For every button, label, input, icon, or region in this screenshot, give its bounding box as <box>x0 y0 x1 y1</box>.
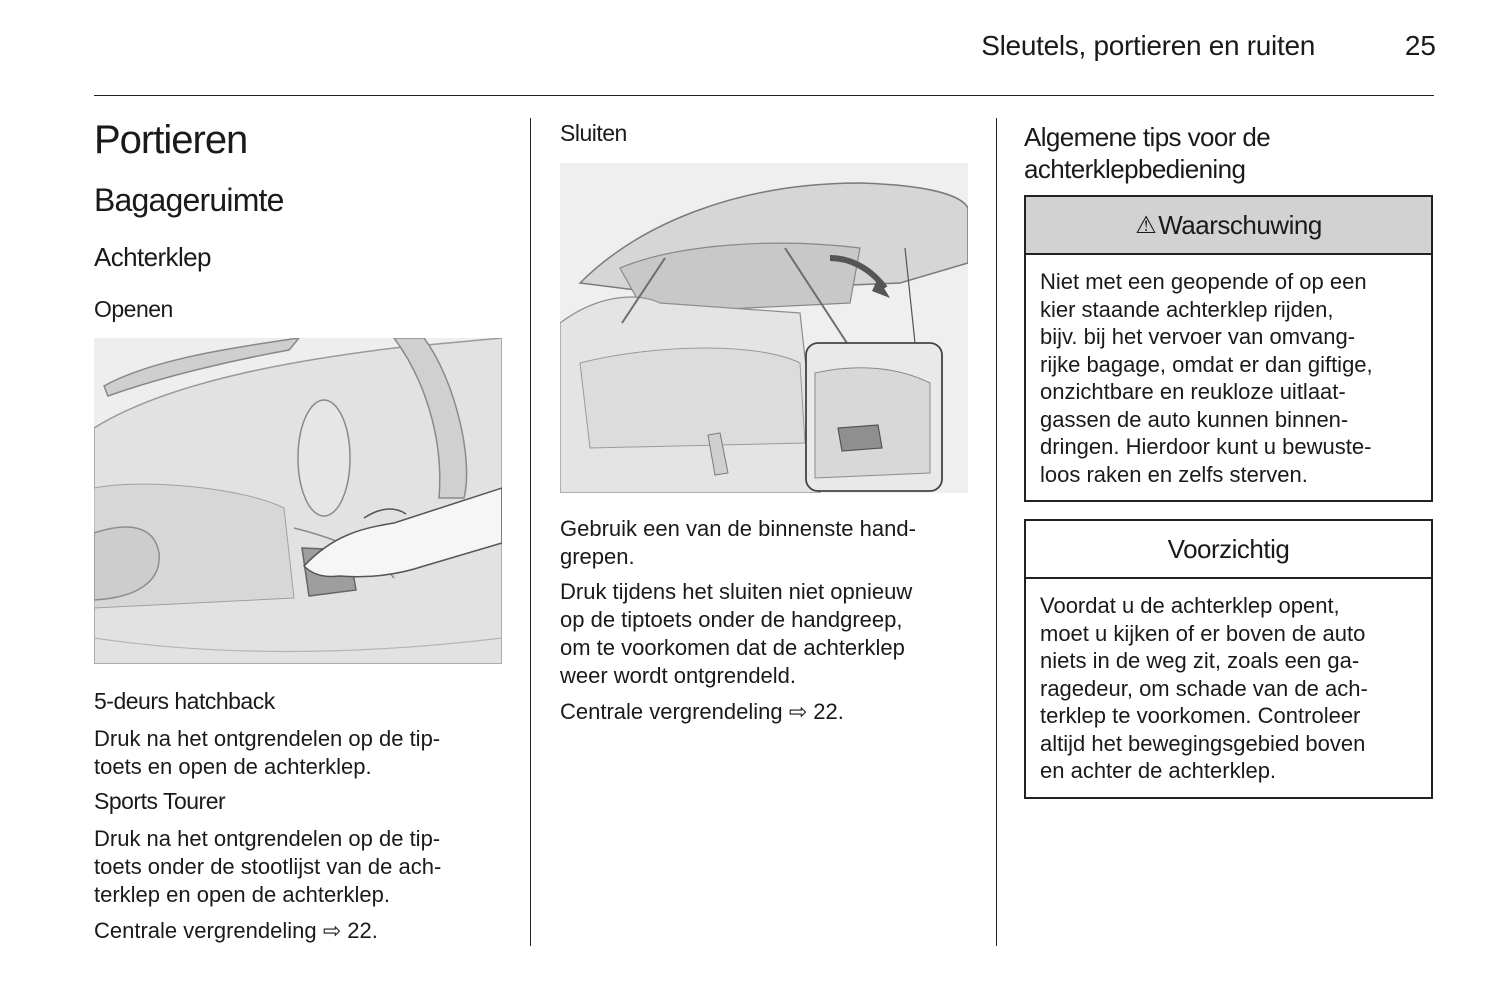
open-heading: Openen <box>94 296 173 322</box>
warning-box <box>1024 195 1433 502</box>
caution-title: Voorzichtig <box>1167 533 1290 564</box>
warning-title: Waarschuwing <box>1158 209 1322 240</box>
caution-box <box>1024 519 1433 799</box>
warning-triangle-icon: ⚠ <box>1135 211 1157 239</box>
page-number: 25 <box>1404 30 1436 61</box>
header-divider <box>94 95 1434 96</box>
caution-box-header <box>1026 521 1431 579</box>
column-divider-2 <box>996 118 997 946</box>
caution-text: Voordat u de achterklep opent, moet u kijken of er boven de auto niets in de weg zit, zoals een ga- ragedeur, om schade van de ach- terklep te voorkomen. Controleer altijd het bewegingsgebied boven en achter de achterklep. <box>1040 593 1368 783</box>
illustration-tailgate-closing <box>560 163 968 493</box>
hatchback-text: Druk na het ontgrendelen op de tip- toets en open de achterklep. <box>94 726 441 779</box>
tips-heading: Algemene tips voor de achterklepbediening <box>1024 122 1271 184</box>
cross-reference-link-2[interactable]: Centrale vergrendeling ⇨ 22. <box>560 699 844 724</box>
tourer-subheading: Sports Tourer <box>94 788 226 814</box>
column-divider-1 <box>530 118 531 946</box>
handgrip-text: Gebruik een van de binnenste hand- grepen. <box>560 516 916 569</box>
close-heading: Sluiten <box>560 120 627 146</box>
warning-box-header <box>1026 197 1431 255</box>
chapter-heading: Portieren <box>94 118 248 162</box>
subsection-heading: Achterklep <box>94 242 211 272</box>
hatchback-subheading: 5-deurs hatchback <box>94 688 275 714</box>
closing-instructions-text: Druk tijdens het sluiten niet opnieuw op de tiptoets onder de handgreep, om te voorkomen dat de achterklep weer wordt ontgrendeld. <box>560 579 913 688</box>
warning-text: Niet met een geopende of op een kier staande achterklep rijden, bijv. bij het vervoer van omvang- rijke bagage, omdat er dan giftige, onzichtbare en reukloze uitlaat- gassen de auto kunnen binnen- dringen. Hierdoor kunt u bewuste- loos raken en zelfs sterven. <box>1040 269 1373 487</box>
cross-reference-link[interactable]: Centrale vergrendeling ⇨ 22. <box>94 918 378 943</box>
tourer-text: Druk na het ontgrendelen op de tip- toets onder de stootlijst van de ach- terklep en open de achterklep. <box>94 826 442 907</box>
section-heading: Bagageruimte <box>94 182 284 218</box>
running-header-title: Sleutels, portieren en ruiten <box>981 30 1315 61</box>
illustration-tailgate-opening <box>94 338 502 664</box>
